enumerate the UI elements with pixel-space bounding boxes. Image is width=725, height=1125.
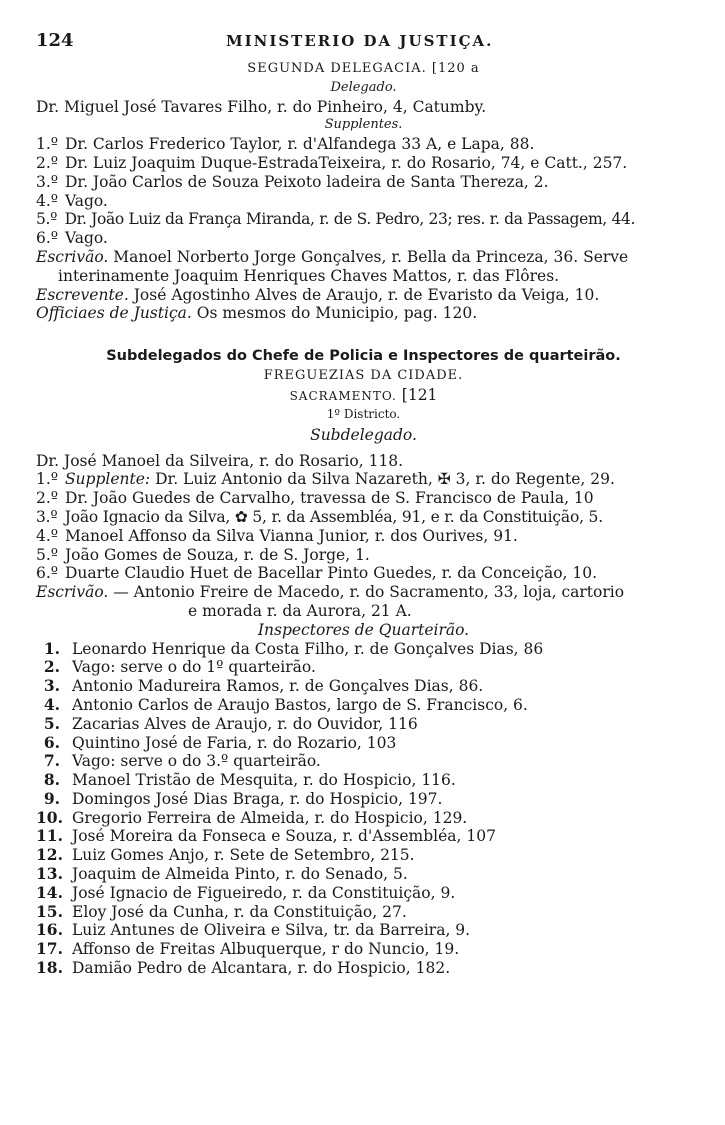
- list-item: 15. Eloy José da Cunha, r. da Constituição, 27.: [36, 901, 407, 921]
- escrivao-continuation: e morada r. da Aurora, 21 A.: [188, 601, 412, 620]
- list-item: 6.º Duarte Claudio Huet de Bacellar Pinto Guedes, r. da Conceição, 10.: [36, 564, 598, 583]
- page-header: [36, 30, 691, 60]
- list-item: 12. Luiz Gomes Anjo, r. Sete de Setembro, 215.: [36, 845, 415, 865]
- list-item: 1. Leonardo Henrique da Costa Filho, r. de Gonçalves Dias, 86: [43, 638, 544, 658]
- list-item: 18. Damião Pedro de Alcantara, r. do Hospicio, 182.: [36, 958, 451, 978]
- list-item: 13. Joaquim de Almeida Pinto, r. do Senado, 5.: [36, 864, 408, 884]
- list-item: 3.º João Ignacio da Silva, ✿ 5, r. da Assembléa, 91, e r. da Constituição, 5.: [36, 507, 603, 526]
- list-item: 9. Domingos José Dias Braga, r. do Hospicio, 197.: [43, 788, 443, 808]
- list-item: 1.º Dr. Carlos Frederico Taylor, r. d'Alfandega 33 A, e Lapa, 88.: [36, 135, 535, 154]
- sacramento-ref: [121: [401, 385, 438, 404]
- sacramento-label: SACRAMENTO.: [289, 388, 397, 403]
- supplentes-heading: Supplentes.: [324, 117, 403, 133]
- escrivao-entry: Escrivão. — Antonio Freire de Macedo, r. do Sacramento, 33, loja, cartorio: [36, 583, 625, 602]
- list-item: 2.º Dr. Luiz Joaquim Duque-EstradaTeixeira, r. do Rosario, 74, e Catt., 257.: [36, 153, 628, 172]
- inspectores-list: [36, 640, 691, 978]
- sacramento-heading: [36, 386, 691, 405]
- inspectores-heading: Inspectores de Quarteirão.: [257, 620, 470, 639]
- list-item: 16. Luiz Antunes de Oliveira e Silva, tr. da Barreira, 9.: [36, 920, 471, 940]
- list-item: 11. José Moreira da Fonseca e Souza, r. d'Assembléa, 107: [36, 826, 496, 846]
- escrivao-continuation: interinamente Joaquim Henriques Chaves Mattos, r. das Flôres.: [58, 266, 560, 285]
- delegado-heading: Delegado.: [330, 79, 397, 95]
- freguezias-heading: FREGUEZIAS DA CIDADE.: [263, 368, 464, 384]
- list-item: 5.º Dr. João Luiz da França Miranda, r. de S. Pedro, 23; res. r. da Passagem, 44.: [36, 210, 636, 229]
- list-item: 4.º Manoel Affonso da Silva Vianna Junior, r. dos Ourives, 91.: [36, 526, 518, 545]
- districto-heading: 1º Districto.: [326, 406, 401, 421]
- list-item: 4. Antonio Carlos de Araujo Bastos, largo de S. Francisco, 6.: [43, 694, 528, 714]
- escrivao-label: Escrivão.: [36, 583, 109, 602]
- officiaes-entry: Officiaes de Justiça. Os mesmos do Municipio, pag. 120.: [36, 304, 478, 323]
- list-item: 10. Gregorio Ferreira de Almeida, r. do Hospicio, 129.: [36, 807, 468, 827]
- list-item: 3.º Dr. João Carlos de Souza Peixoto ladeira de Santa Thereza, 2.: [36, 172, 549, 191]
- subdelegados-section: [36, 345, 691, 978]
- delegado-entry: Dr. Miguel José Tavares Filho, r. do Pinheiro, 4, Catumby.: [36, 97, 487, 116]
- list-item: 8. Manoel Tristão de Mesquita, r. do Hospicio, 116.: [43, 770, 456, 790]
- list-item: 5.º João Gomes de Souza, r. de S. Jorge, 1.: [36, 545, 370, 564]
- list-item: 5. Zacarias Alves de Araujo, r. do Ouvidor, 116: [43, 713, 418, 733]
- list-item: 2. Vago: serve o do 1º quarteirão.: [43, 657, 316, 677]
- escrevente-entry: Escrevente. José Agostinho Alves de Araujo, r. de Evaristo da Veiga, 10.: [36, 285, 600, 304]
- list-item: 17. Affonso de Freitas Albuquerque, r do Nuncio, 19.: [36, 939, 460, 959]
- subdelegado-heading: Subdelegado.: [310, 425, 417, 444]
- officiaes-label: Officiaes de Justiça.: [36, 304, 192, 323]
- subdelegado-entry: Dr. José Manoel da Silveira, r. do Rosario, 118.: [36, 451, 404, 470]
- section-title: [36, 60, 691, 79]
- list-item: 14. José Ignacio de Figueiredo, r. da Constituição, 9.: [36, 882, 456, 902]
- list-item: 3. Antonio Madureira Ramos, r. de Gonçalves Dias, 86.: [43, 676, 484, 696]
- list-item: 6. Quintino José de Faria, r. do Rozario, 103: [43, 732, 397, 752]
- section-ref: [120 a: [431, 61, 480, 76]
- list-item: 1.º Supplente: Dr. Luiz Antonio da Silva Nazareth, ✠ 3, r. do Regente, 29.: [36, 470, 615, 489]
- section-title-text: SEGUNDA DELEGACIA.: [247, 61, 427, 76]
- page: [36, 30, 691, 978]
- escrevente-label: Escrevente.: [36, 285, 129, 304]
- subdelegados-heading: Subdelegados do Chefe de Policia e Inspectores de quarteirão.: [106, 348, 621, 365]
- segunda-delegacia-section: [36, 60, 691, 323]
- running-title: MINISTERIO DA JUSTIÇA.: [226, 32, 494, 50]
- page-number: 124: [36, 30, 74, 51]
- escrivao-label: Escrivão.: [36, 247, 109, 266]
- list-item: 4.º Vago.: [36, 191, 108, 210]
- list-item: 7. Vago: serve o do 3.º quarteirão.: [43, 751, 321, 771]
- list-item: 6.º Vago.: [36, 229, 108, 248]
- list-item: 2.º Dr. João Guedes de Carvalho, travessa de S. Francisco de Paula, 10: [36, 489, 594, 508]
- escrivao-entry: Escrivão. Manoel Norberto Jorge Gonçalves, r. Bella da Princeza, 36. Serve: [36, 247, 629, 266]
